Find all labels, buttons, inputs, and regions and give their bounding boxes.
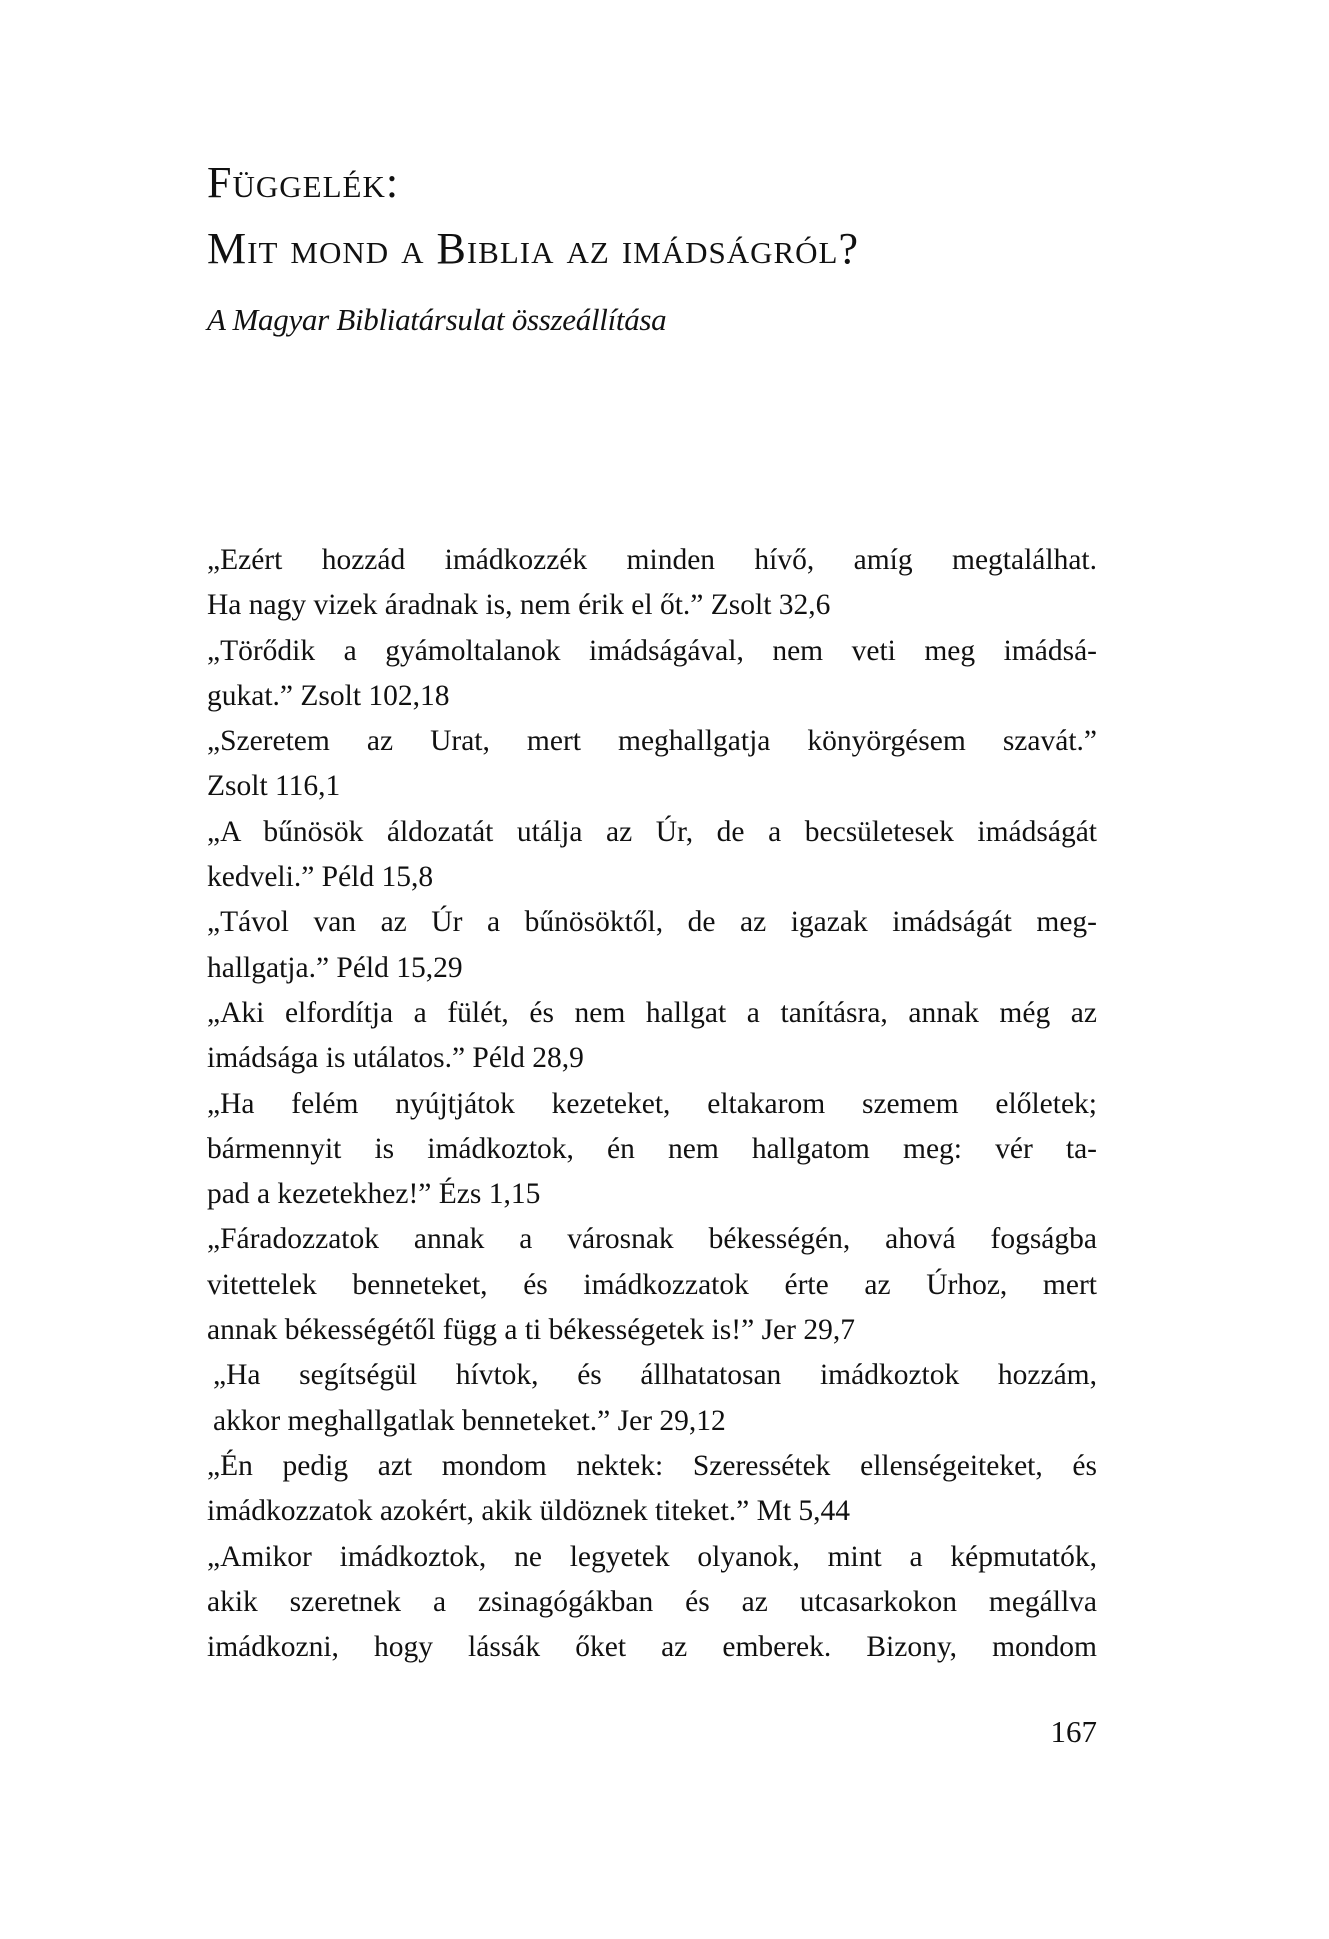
quote-line: „Távol van az Úr a bűnösöktől, de az igazak imádságát meg-	[207, 906, 1097, 939]
quote-line: gukat.” Zsolt 102,18	[207, 679, 450, 712]
quote-line: annak békességétől függ a ti békességetek is!” Jer 29,7	[207, 1314, 855, 1347]
chapter-title-line-2: Mit mond a Biblia az imádságról?	[207, 224, 860, 273]
quote-entry	[207, 538, 1097, 629]
page-number: 167	[1050, 1714, 1097, 1749]
quote-line: „Ha felém nyújtjátok kezeteket, eltakarom szemem előletek;	[207, 1087, 1097, 1120]
quote-line: pad a kezetekhez!” Ézs 1,15	[207, 1178, 541, 1211]
quote-line: „Amikor imádkoztok, ne legyetek olyanok, mint a képmutatók,	[207, 1540, 1097, 1573]
quote-line: „Ezért hozzád imádkozzék minden hívő, amíg megtalálhat.	[207, 544, 1097, 576]
chapter-title-line-1: Függelék:	[207, 158, 400, 207]
quote-line: imádkozzatok azokért, akik üldöznek titeket.” Mt 5,44	[207, 1495, 851, 1528]
quote-line: „Fáradozzatok annak a városnak békességén, ahová fogságba	[207, 1223, 1097, 1256]
scripture-quotes	[207, 538, 1097, 1670]
quote-entry	[207, 900, 1097, 991]
quote-line: „Ha segítségül hívtok, és állhatatosan imádkoztok hozzám,	[213, 1359, 1097, 1392]
quote-line: imádkozni, hogy lássák őket az emberek. Bizony, mondom	[207, 1631, 1097, 1664]
quote-entry	[207, 1535, 1097, 1671]
quote-entry	[213, 1353, 1097, 1444]
quote-line: bármennyit is imádkoztok, én nem hallgatom meg: vér ta-	[207, 1132, 1097, 1165]
quote-entry	[207, 629, 1097, 720]
quote-entry	[207, 1444, 1097, 1535]
quote-entry	[207, 1217, 1097, 1353]
quote-line: imádsága is utálatos.” Péld 28,9	[207, 1042, 584, 1075]
quote-line: „Aki elfordítja a fülét, és nem hallgat a tanításra, annak még az	[207, 996, 1097, 1029]
quote-line: hallgatja.” Péld 15,29	[207, 951, 463, 984]
chapter-heading	[207, 150, 1107, 340]
quote-line: akik szeretnek a zsinagógákban és az utcasarkokon megállva	[207, 1585, 1097, 1618]
quote-entry	[207, 719, 1097, 810]
quote-line: „Én pedig azt mondom nektek: Szeressétek ellenségeiteket, és	[207, 1449, 1097, 1482]
quote-line: kedveli.” Péld 15,8	[207, 861, 434, 894]
quote-line: „A bűnösök áldozatát utálja az Úr, de a becsületesek imádságát	[207, 815, 1097, 848]
quote-line: Zsolt 116,1	[207, 770, 341, 803]
quote-entry	[207, 991, 1097, 1082]
quote-entry	[207, 810, 1097, 901]
quote-line: „Törődik a gyámoltalanok imádságával, nem veti meg imádsá-	[207, 634, 1097, 667]
quote-entry	[207, 1082, 1097, 1218]
quote-line: vitettelek benneteket, és imádkozzatok érte az Úrhoz, mert	[207, 1268, 1097, 1301]
quote-line: „Szeretem az Urat, mert meghallgatja könyörgésem szavát.”	[207, 725, 1097, 758]
quote-line: Ha nagy vizek áradnak is, nem érik el őt.” Zsolt 32,6	[207, 589, 831, 622]
chapter-subtitle: A Magyar Bibliatársulat összeállítása	[207, 302, 667, 337]
quote-line: akkor meghallgatlak benneteket.” Jer 29,12	[213, 1404, 726, 1437]
